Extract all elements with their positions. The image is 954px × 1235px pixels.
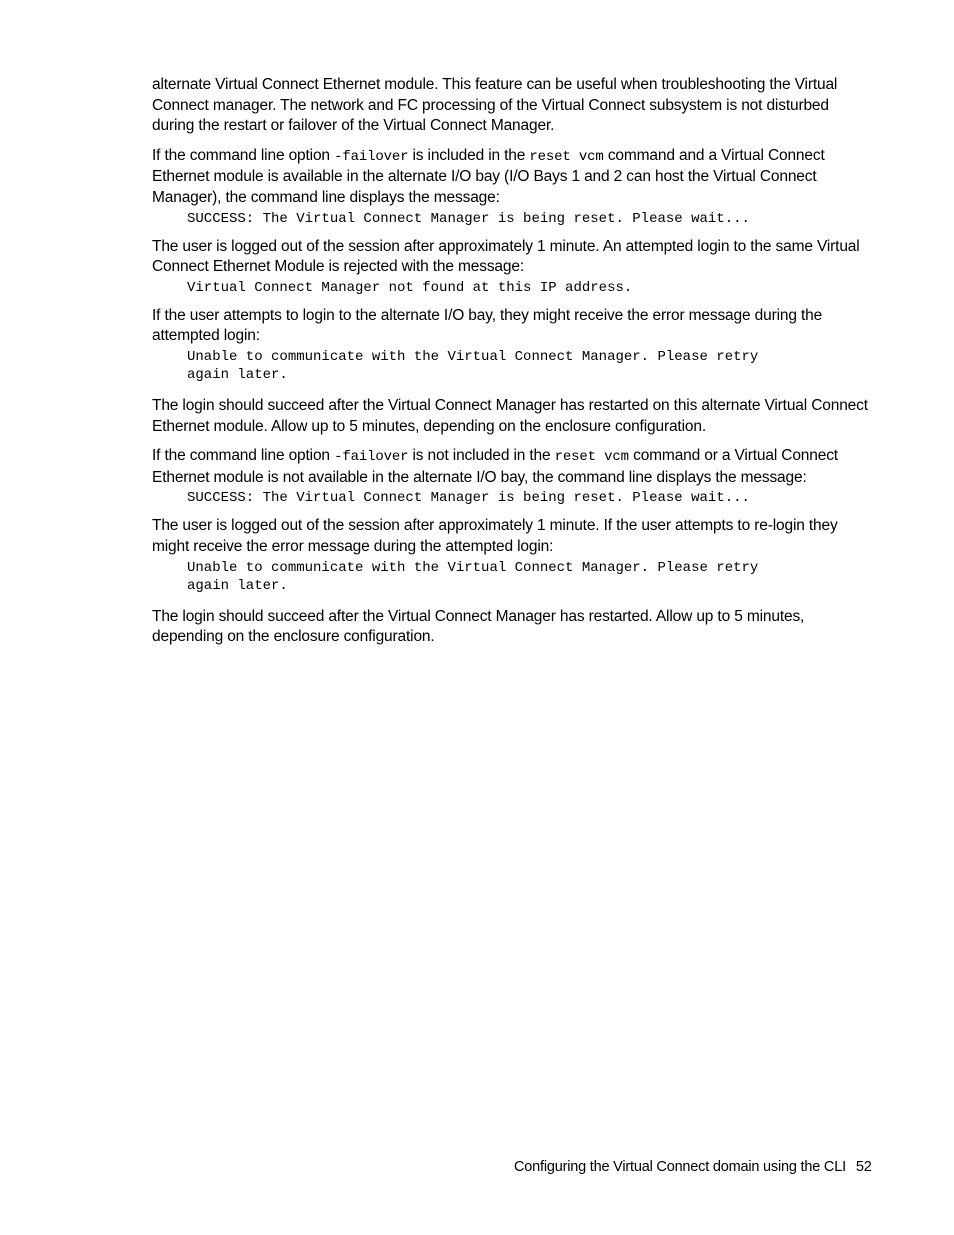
code-line: again later. <box>187 577 288 594</box>
document-body <box>152 75 872 657</box>
inline-code-command: reset vcm <box>529 148 604 165</box>
code-unable-message <box>187 348 872 384</box>
paragraph-logout-rejected: The user is logged out of the session after approximately 1 minute. An attempted login to the same Virtual Connect Ethernet Module is rejected with the message: <box>152 237 860 276</box>
paragraph-text: command and a Virtual Connect Ethernet module is available in the alternate I/O bay (I/O Bays 1 and 2 can host the Virtual Connect Manager), the command line displays the message: <box>152 146 825 206</box>
paragraph-text: If the command line option <box>152 146 335 164</box>
paragraph-intro: alternate Virtual Connect Ethernet module. This feature can be useful when troubleshooting the Virtual Connect manager. The network and FC processing of the Virtual Connect subsystem is not disturbed during the restart or failover of the Virtual Connect Manager. <box>152 76 838 135</box>
footer-section-title: Configuring the Virtual Connect domain using the CLI <box>514 1159 846 1175</box>
inline-code-option: -failover <box>334 148 409 165</box>
code-unable-message <box>187 559 872 595</box>
paragraph-failover-included <box>152 146 872 209</box>
code-success-message: SUCCESS: The Virtual Connect Manager is being reset. Please wait... <box>187 490 750 507</box>
inline-code-command: reset vcm <box>554 449 629 466</box>
paragraph-text: If the command line option <box>152 447 335 465</box>
paragraph-text: is included in the <box>408 146 530 164</box>
code-success-message: SUCCESS: The Virtual Connect Manager is being reset. Please wait... <box>187 210 750 227</box>
paragraph-alternate-bay-login: If the user attempts to login to the alternate I/O bay, they might receive the error message during the attempted login: <box>152 306 823 345</box>
code-not-found-message: Virtual Connect Manager not found at this IP address. <box>187 279 633 296</box>
inline-code-option: -failover <box>334 449 409 466</box>
code-line: again later. <box>187 366 288 383</box>
code-line: Unable to communicate with the Virtual Connect Manager. Please retry <box>187 559 759 576</box>
paragraph-relogin: The user is logged out of the session after approximately 1 minute. If the user attempts to re-login they might receive the error message during the attempted login: <box>152 517 838 555</box>
paragraph-login-succeed: The login should succeed after the Virtual Connect Manager has restarted. Allow up to 5 minutes, depending on the enclosure configuration. <box>152 607 805 646</box>
paragraph-text: is not included in the <box>408 447 555 465</box>
paragraph-text: command or a Virtual Connect Ethernet module is not available in the alternate I/O bay, the command line displays the message: <box>152 447 838 486</box>
code-line: Unable to communicate with the Virtual Connect Manager. Please retry <box>187 348 759 365</box>
paragraph-failover-not-included <box>152 446 872 488</box>
paragraph-login-succeed-alternate: The login should succeed after the Virtual Connect Manager has restarted on this alternate Virtual Connect Ethernet module. Allow up to 5 minutes, depending on the enclosure configuration. <box>152 396 868 435</box>
page-number: 52 <box>855 1159 872 1175</box>
page-footer <box>514 1157 874 1177</box>
